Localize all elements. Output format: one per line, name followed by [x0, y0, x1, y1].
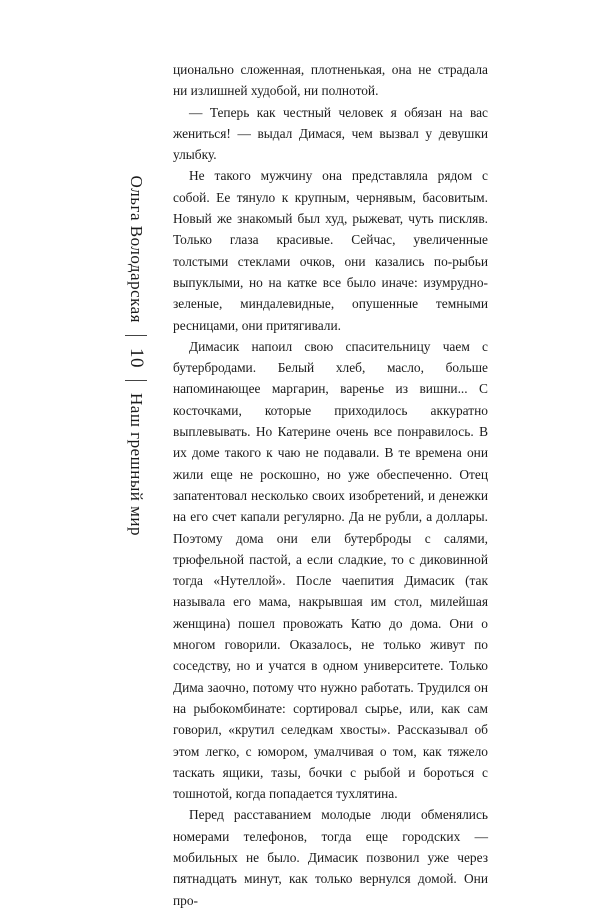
body-text [173, 59, 488, 911]
paragraph: — Теперь как честный человек я обязан на вас жениться! — выдал Димася, чем вызвал у девушки улыбку. [173, 104, 488, 163]
paragraph: Димасик напоил свою спасительницу чаем с бутербродами. Белый хлеб, масло, больше напоминающее маргарин, варенье из вишни... С косточками, которые приходилось аккуратно выплевывать. Но Катерине очень все понравилось. В их доме такого к чаю не подавали. В те времена они жили еще не роскошно, но уже обеспеченно. Отец запатентовал несколько своих изобретений, и денежки на его счет капали регулярно. Да не рубли, а доллары. Поэтому дома они ели бутерброды с салями, трюфельной пастой, а если сладкие, то с диковинной тогда «Нутеллой». После чаепития Димасик (так называла его мама, накрывшая им стол, милейшая женщина) пошел провожать Катю до дома. Они о многом говорили. Оказалось, не только живут по соседству, но и учатся в одном университете. Только Дима заочно, потому что нужно работать. Трудился он на рыбокомбинате: сортировал сырье, или, как сам говорил, «крутил селедкам хвосты». Рассказывал об этом легко, с юмором, умалчивая о том, как тяжело таскать ящики, тазы, бочки с рыбой и бороться с тошнотой, когда попадается тухлятина. [173, 338, 488, 802]
paragraph: ционально сложенная, плотненькая, она не страдала ни излишней худобой, ни полнотой. [173, 62, 488, 99]
running-header-divider [125, 380, 147, 381]
paragraph: Не такого мужчину она представляла рядом с собой. Ее тянуло к крупным, чернявым, басовитым. Новый же знакомый был худ, рыжеват, чуть пискляв. Только глаза красивые. Сейчас, увеличенные толстыми стеклами очков, они казались по-рыбьи выпуклыми, но на катке все было иначе: изумрудно-зеленые, миндалевидные, опушенные темными ресницами, они притягивали. [173, 168, 488, 333]
running-header-author: Ольга Володарская [127, 175, 146, 323]
running-header [116, 118, 156, 638]
running-header-book-title: Наш грешный мир [127, 393, 146, 536]
page-number: 10 [126, 348, 147, 368]
paragraph: Перед расставанием молодые люди обменялись номерами телефонов, тогда еще городских — мобильных не было. Димасик позвонил уже через пятнадцать минут, как только вернулся домой. Они про- [173, 807, 488, 908]
running-header-divider [125, 335, 147, 336]
